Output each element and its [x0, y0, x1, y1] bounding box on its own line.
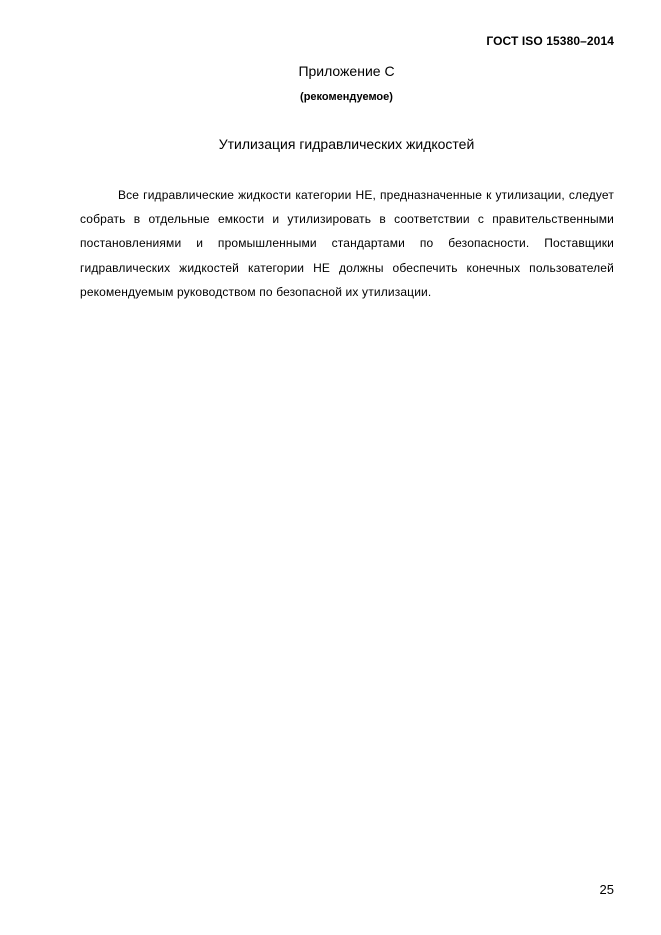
- appendix-status: (рекомендуемое): [300, 91, 393, 103]
- page-number: 25: [599, 882, 614, 897]
- body-paragraph: Все гидравлические жидкости категории НЕ, предназначенные к утилизации, следует собрать в отдельные емкости и утилизировать в соответствии с правительственными постановлениями и промышленными стандартами по безопасности. Поставщики гидравлических жидкостей категории НЕ должны обеспечить конечных пользователей рекомендуемым руководством по безопасной их утилизации.: [80, 188, 614, 299]
- appendix-title: Приложение С: [298, 63, 395, 79]
- section-title: Утилизация гидравлических жидкостей: [218, 136, 475, 152]
- document-code: ГОСТ ISO 15380–2014: [486, 34, 614, 48]
